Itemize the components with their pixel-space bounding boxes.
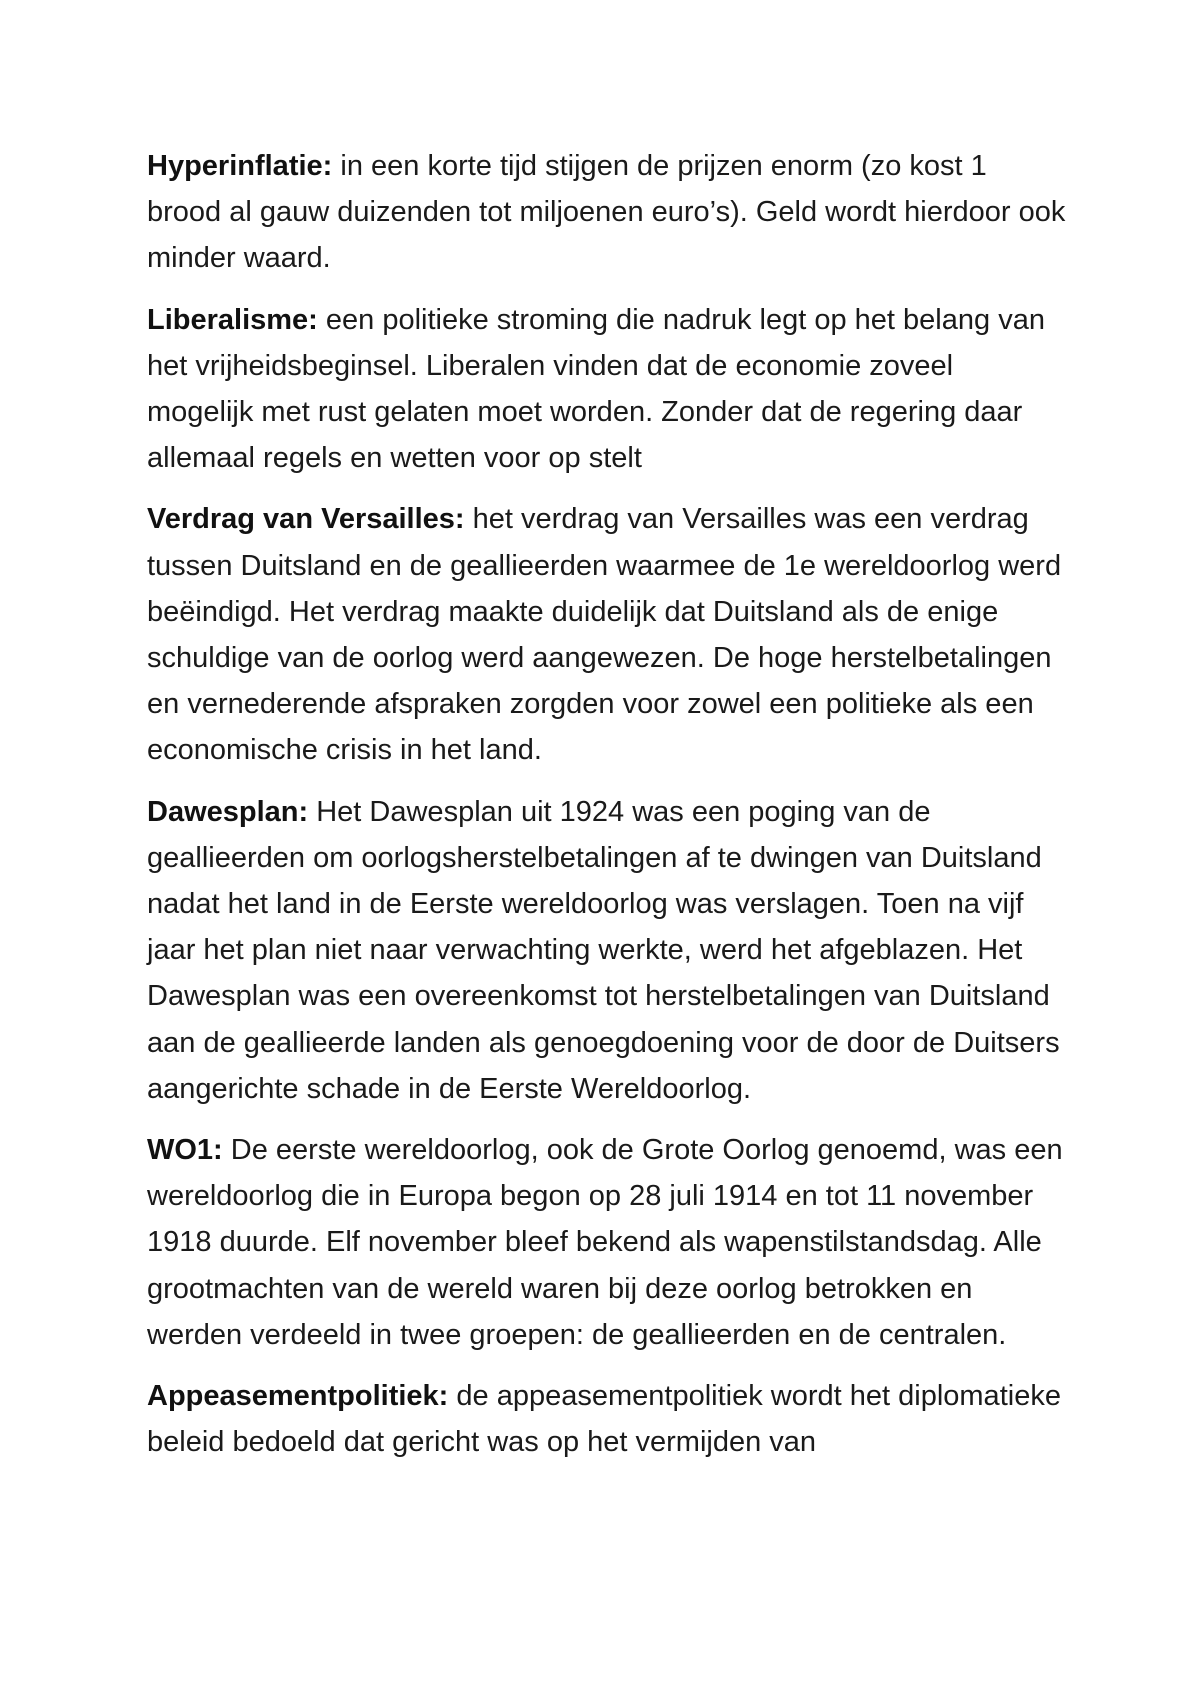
entry-definition: De eerste wereldoorlog, ook de Grote Oorlog genoemd, was een wereldoorlog die in Europa begon op 28 juli 1914 en tot 11 november 1918 duurde. Elf november bleef bekend als wapenstilstandsdag. Alle grootmachten van de wereld waren bij deze oorlog betrokken en werden verdeeld in twee groepen: de geallieerden en de centralen. bbox=[147, 1134, 1063, 1351]
entry-term: Liberalisme: bbox=[147, 303, 318, 336]
glossary-entry-appeasementpolitiek bbox=[147, 1373, 1067, 1465]
entry-term: Verdrag van Versailles: bbox=[147, 503, 465, 536]
entry-term: Appeasementpolitiek: bbox=[147, 1380, 449, 1413]
entry-definition: het verdrag van Versailles was een verdrag tussen Duitsland en de geallieerden waarmee de 1e wereldoorlog werd beëindigd. Het verdrag maakte duidelijk dat Duitsland als de enige schuldige van de oorlog werd aangewezen. De hoge herstelbetalingen en vernederende afspraken zorgden voor zowel een politieke als een economische crisis in het land. bbox=[147, 503, 1062, 767]
glossary-entry-hyperinflatie bbox=[147, 143, 1067, 282]
entry-definition: in een korte tijd stijgen de prijzen enorm (zo kost 1 brood al gauw duizenden tot miljoenen euro’s). Geld wordt hierdoor ook minder waard. bbox=[147, 150, 1066, 275]
entry-term: Hyperinflatie: bbox=[147, 150, 333, 182]
glossary-content bbox=[147, 143, 1067, 1480]
glossary-entry-verdrag-van-versailles bbox=[147, 496, 1067, 773]
glossary-entry-dawesplan bbox=[147, 789, 1067, 1112]
entry-term: Dawesplan: bbox=[147, 795, 309, 828]
entry-definition: de appeasementpolitiek wordt het diplomatieke beleid bedoeld dat gericht was op het vermijden van bbox=[147, 1380, 1061, 1459]
glossary-entry-wo1 bbox=[147, 1127, 1067, 1358]
entry-definition: een politieke stroming die nadruk legt op het belang van het vrijheidsbeginsel. Liberalen vinden dat de economie zoveel mogelijk met rust gelaten moet worden. Zonder dat de regering daar allemaal regels en wetten voor op stelt bbox=[147, 303, 1045, 475]
entry-definition: Het Dawesplan uit 1924 was een poging van de geallieerden om oorlogsherstelbetalingen af te dwingen van Duitsland nadat het land in de Eerste wereldoorlog was verslagen. Toen na vijf jaar het plan niet naar verwachting werkte, werd het afgeblazen. Het Dawesplan was een overeenkomst tot herstelbetalingen van Duitsland aan de geallieerde landen als genoegdoening voor de door de Duitsers aangerichte schade in de Eerste Wereldoorlog. bbox=[147, 795, 1060, 1105]
entry-term: WO1: bbox=[147, 1134, 223, 1167]
glossary-entry-liberalisme bbox=[147, 297, 1067, 482]
